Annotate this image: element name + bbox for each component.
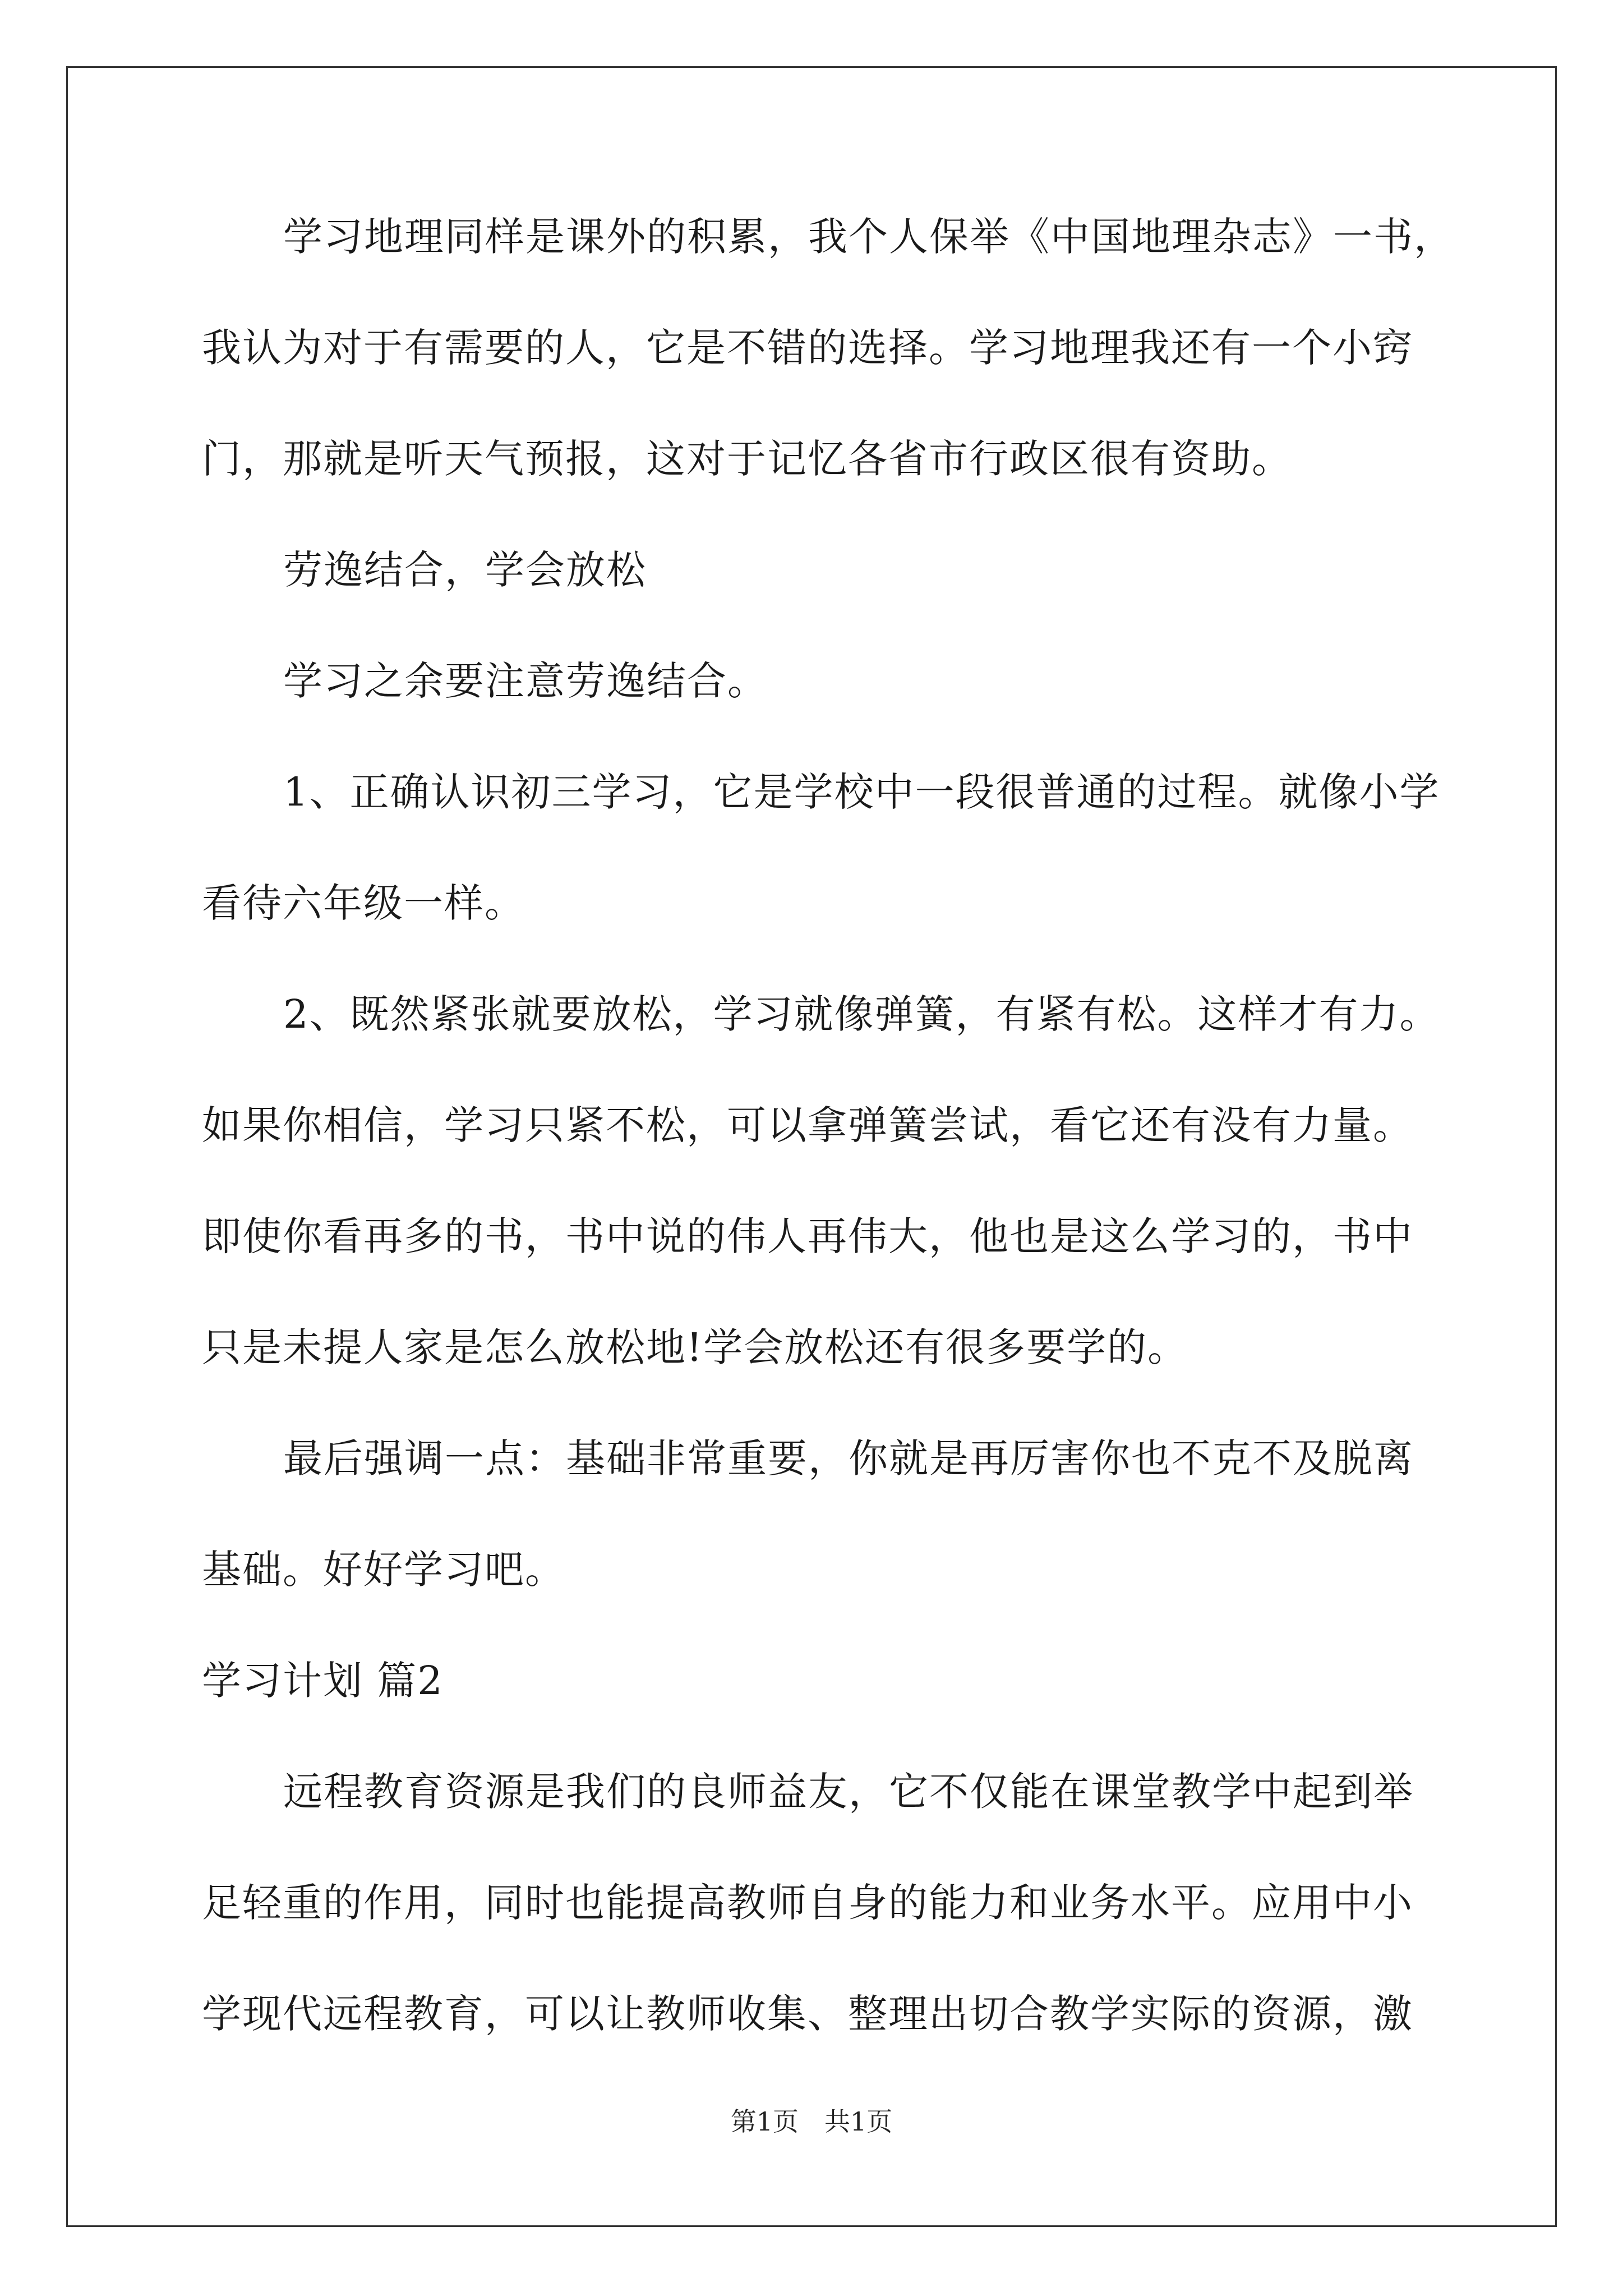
paragraph-line: 基础。好好学习吧。 xyxy=(202,1547,565,1593)
list-item-1-line: 看待六年级一样。 xyxy=(202,880,525,926)
list-item-2-line: 即使你看再多的书，书中说的伟人再伟大，他也是这么学习的，书中 xyxy=(202,1213,1413,1259)
list-item-2-line: 只是未提人家是怎么放松地!学会放松还有很多要学的。 xyxy=(202,1324,1188,1370)
section-title: 学习计划 篇2 xyxy=(202,1658,444,1704)
list-item-2-line: 如果你相信，学习只紧不松，可以拿弹簧尝试，看它还有没有力量。 xyxy=(202,1102,1413,1148)
list-item-1-line: 1、正确认识初三学习，它是学校中一段很普通的过程。就像小学 xyxy=(283,769,1440,815)
list-item-2-line: 2、既然紧张就要放松，学习就像弹簧，有紧有松。这样才有力。 xyxy=(283,991,1440,1037)
paragraph-line: 最后强调一点：基础非常重要，你就是再厉害你也不克不及脱离 xyxy=(283,1435,1414,1481)
paragraph-line: 远程教育资源是我们的良师益友，它不仅能在课堂教学中起到举 xyxy=(283,1769,1414,1815)
paragraph-line: 学习地理同样是课外的积累，我个人保举《中国地理杂志》一书， xyxy=(283,214,1454,260)
paragraph-line: 足轻重的作用，同时也能提高教师自身的能力和业务水平。应用中小 xyxy=(202,1880,1413,1926)
paragraph-line: 门，那就是听天气预报，这对于记忆各省市行政区很有资助。 xyxy=(202,436,1292,482)
section-heading: 劳逸结合，学会放松 xyxy=(283,547,647,593)
page-footer: 第1页 共1页 xyxy=(730,2106,893,2137)
paragraph-line: 学习之余要注意劳逸结合。 xyxy=(283,658,768,704)
paragraph-line: 学现代远程教育，可以让教师收集、整理出切合教学实际的资源，激 xyxy=(202,1991,1413,2037)
paragraph-line: 我认为对于有需要的人，它是不错的选择。学习地理我还有一个小窍 xyxy=(202,325,1413,371)
